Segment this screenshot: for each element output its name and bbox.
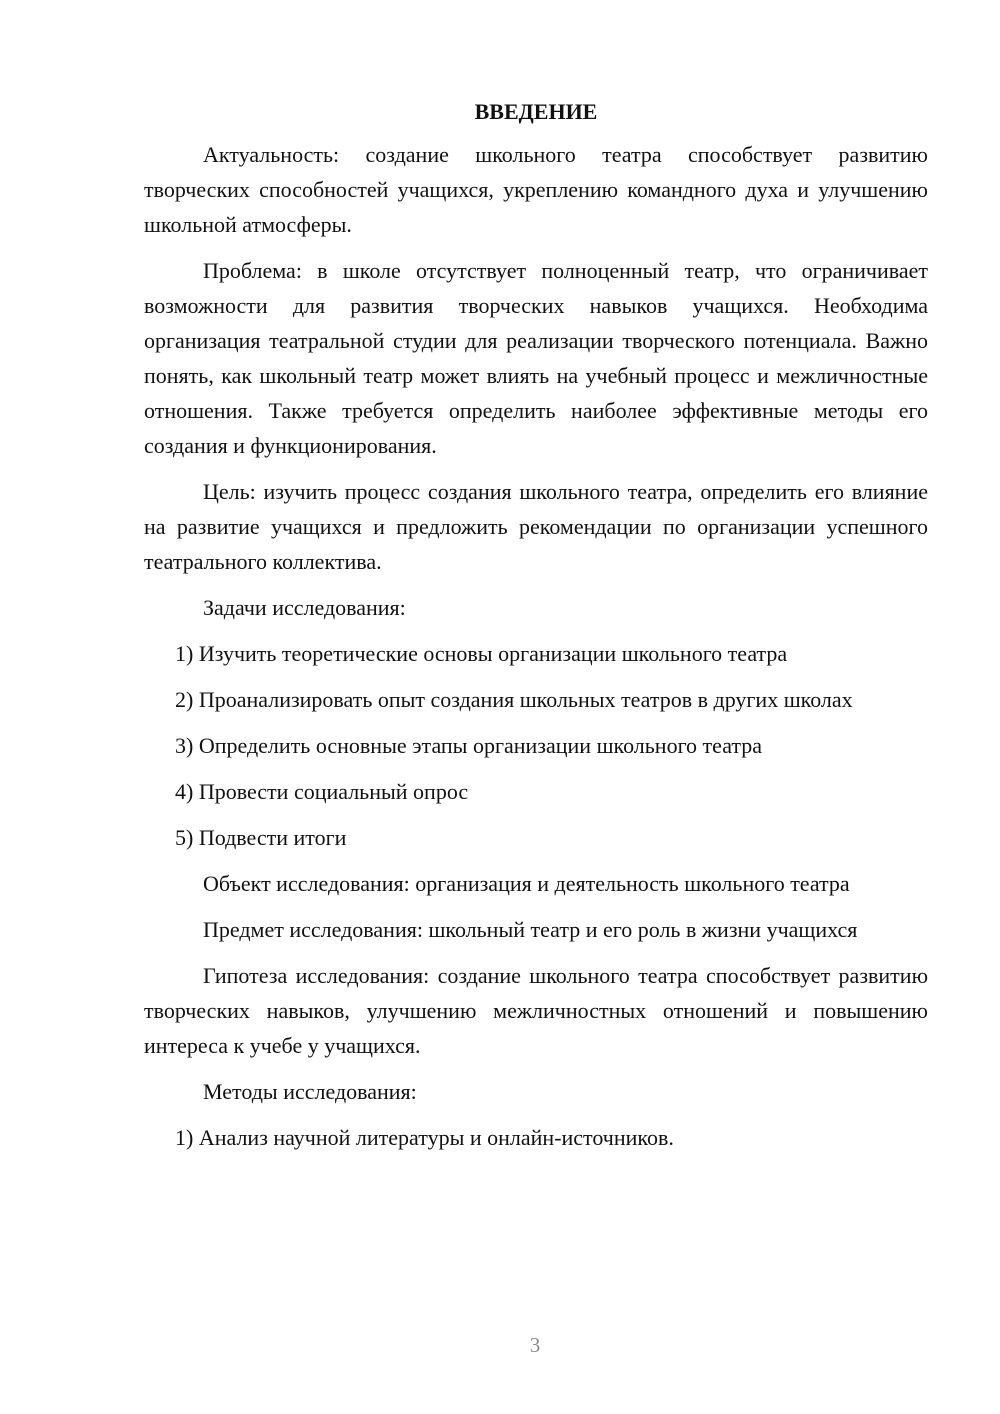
page-content <box>144 94 928 1166</box>
subject-paragraph: Предмет исследования: школьный театр и его роль в жизни учащихся <box>203 917 858 942</box>
problem-paragraph: Проблема: в школе отсутствует полноценный театр, что ограничивает возможности для развития творческих навыков учащихся. Необходима организация театральной студии для реализации творческого потенциала. Важно понять, как школьный театр может влиять на учебный процесс и межличностные отношения. Также требуется определить наиболее эффективные методы его создания и функционирования. <box>144 258 928 458</box>
hypothesis-paragraph: Гипотеза исследования: создание школьного театра способствует развитию творческих навыков, улучшению межличностных отношений и повышению интереса к учебе у учащихся. <box>144 963 928 1058</box>
tasks-title: Задачи исследования: <box>203 595 406 620</box>
task-item: 5) Подвести итоги <box>175 825 347 850</box>
task-item: 3) Определить основные этапы организации школьного театра <box>175 733 763 758</box>
methods-title: Методы исследования: <box>203 1079 417 1104</box>
goal-paragraph: Цель: изучить процесс создания школьного театра, определить его влияние на развитие учащихся и предложить рекомендации по организации успешного театрального коллектива. <box>144 479 928 574</box>
task-item: 1) Изучить теоретические основы организации школьного театра <box>175 641 788 666</box>
task-item: 2) Проанализировать опыт создания школьных театров в других школах <box>175 687 853 712</box>
method-item: 1) Анализ научной литературы и онлайн-источников. <box>175 1125 674 1150</box>
task-item: 4) Провести социальный опрос <box>175 779 469 804</box>
object-paragraph: Объект исследования: организация и деятельность школьного театра <box>203 871 850 896</box>
section-heading: ВВЕДЕНИЕ <box>474 99 598 124</box>
relevance-paragraph: Актуальность: создание школьного театра способствует развитию творческих способностей учащихся, укреплению командного духа и улучшению школьной атмосферы. <box>144 142 928 237</box>
page-number: 3 <box>529 1333 541 1357</box>
